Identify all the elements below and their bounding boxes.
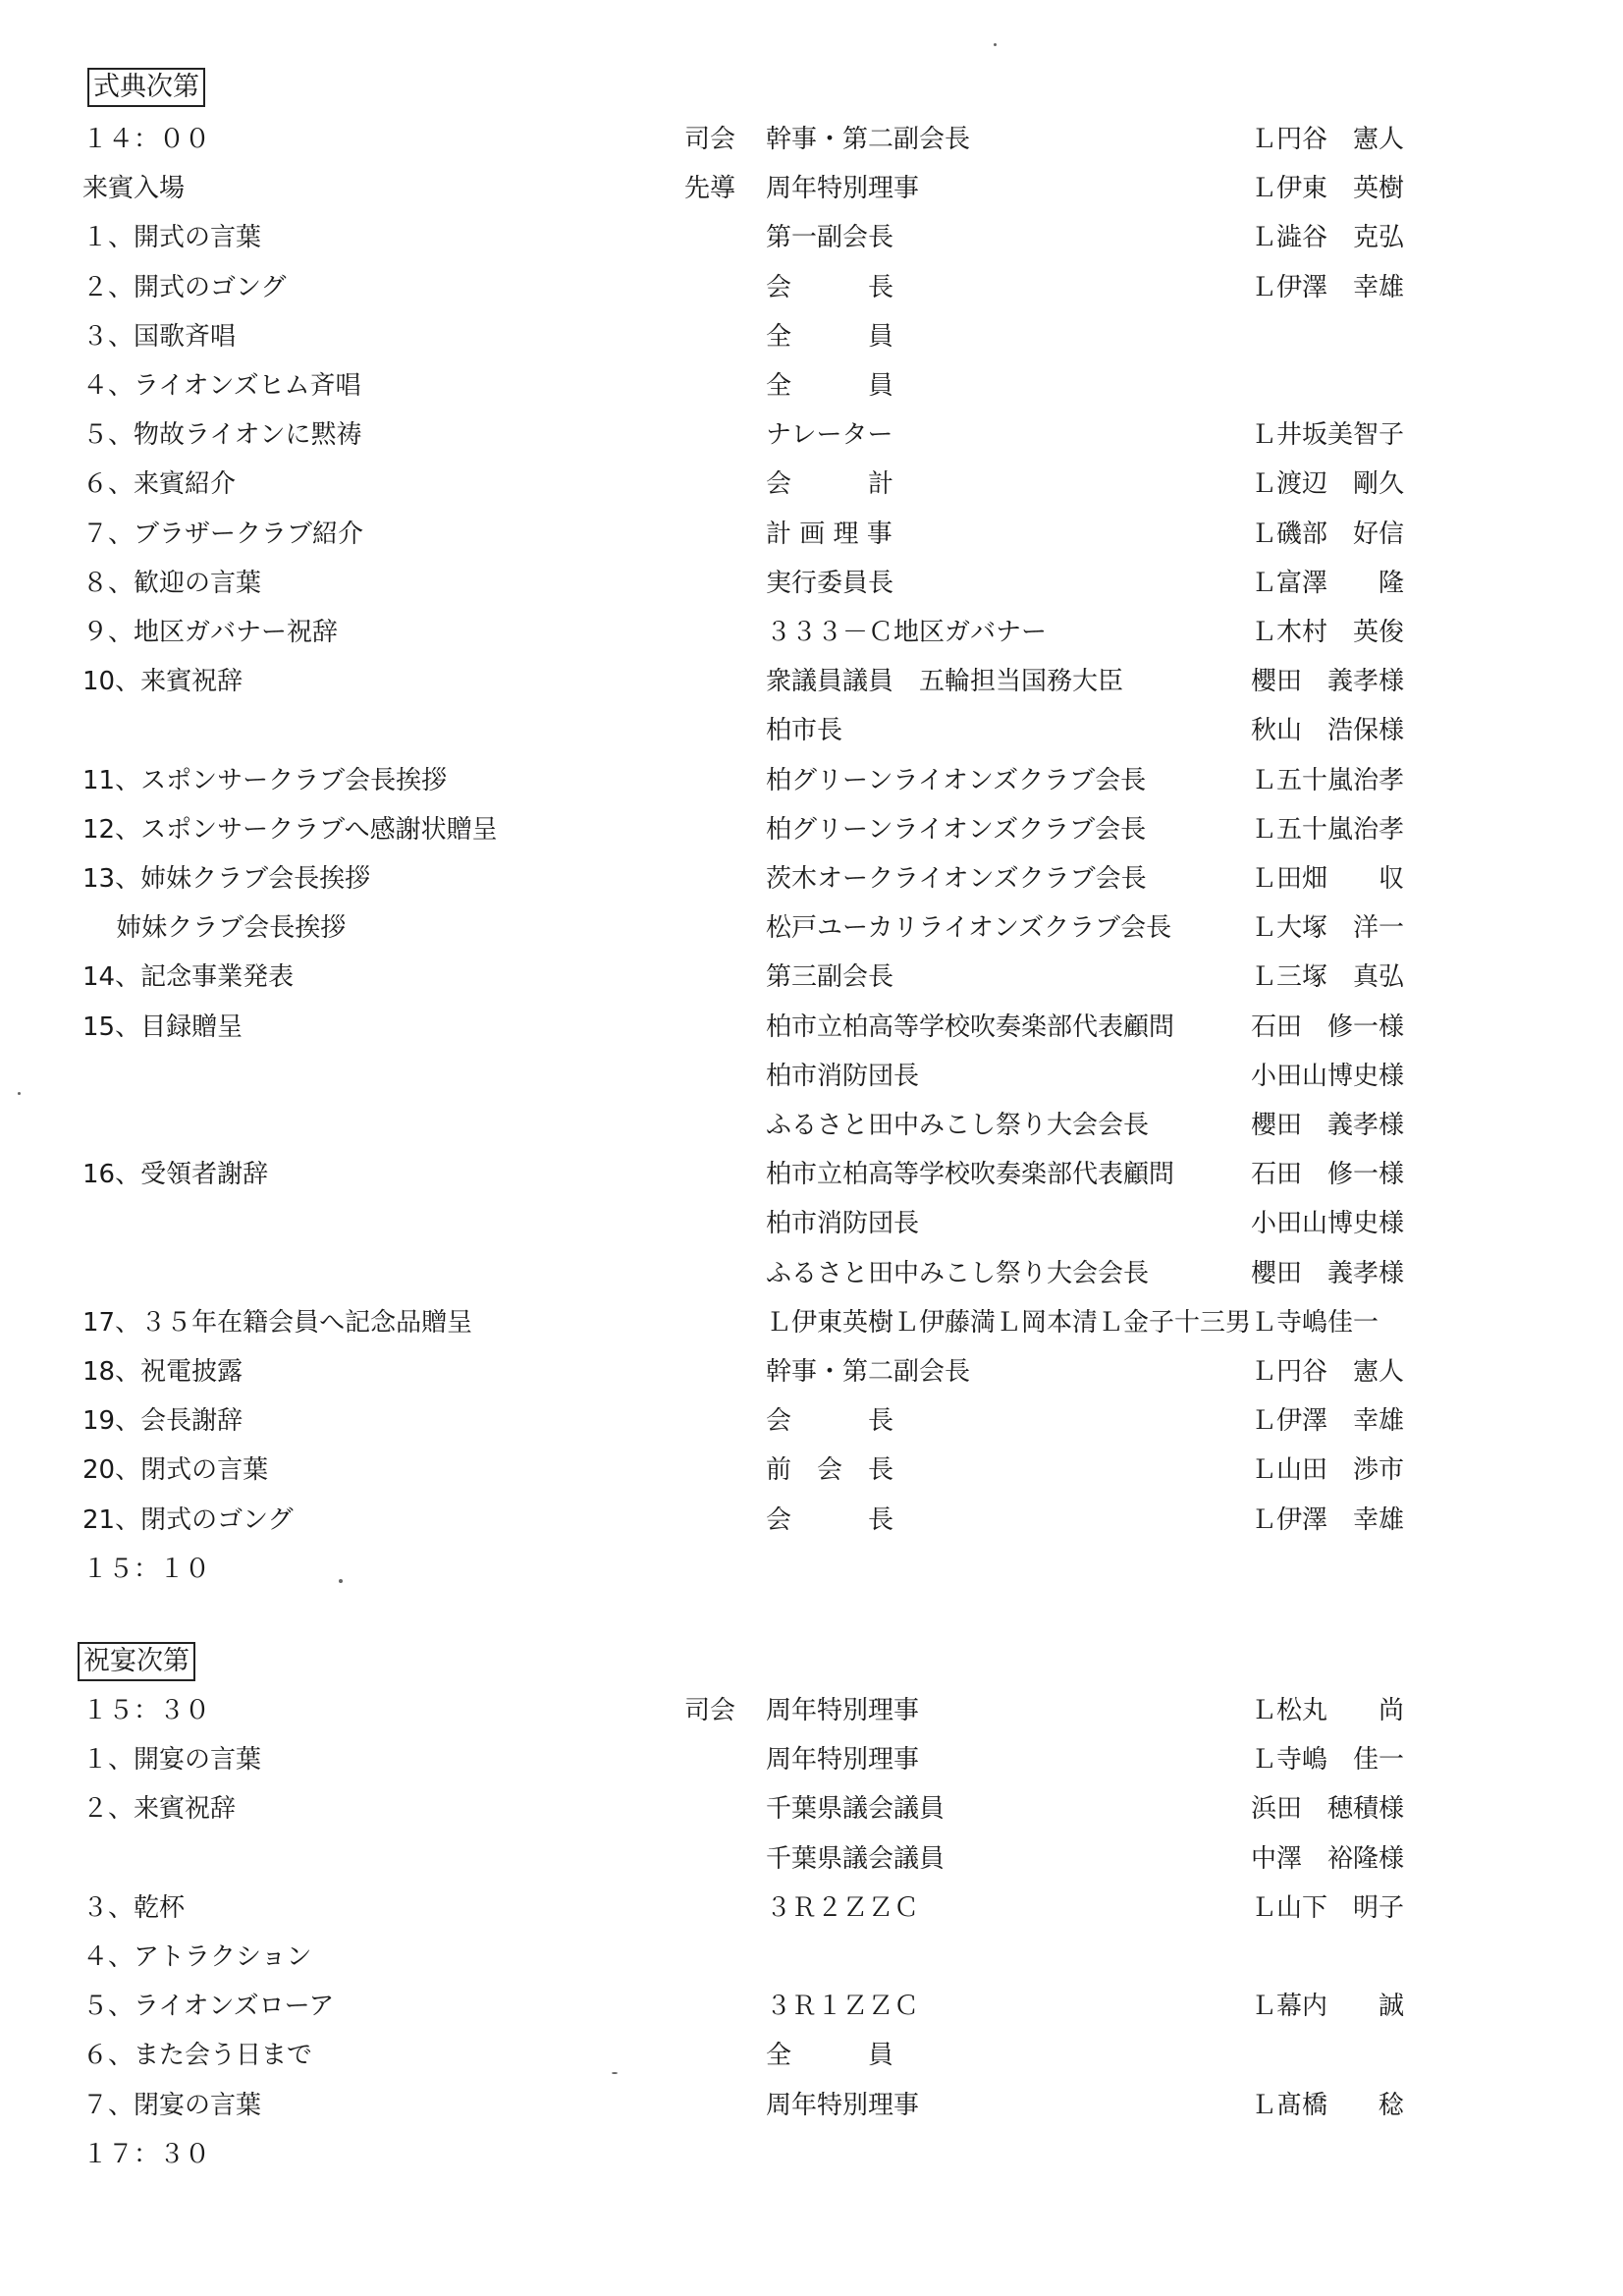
responsible-role: 会 長: [766, 272, 894, 302]
program-row: [0, 1347, 1623, 1396]
program-row: [0, 164, 1623, 213]
responsible-role: 前 会 長: [766, 1455, 894, 1486]
program-item: ８、歓迎の言葉: [82, 568, 262, 598]
program-item: ４、ライオンズヒム斉唱: [82, 371, 361, 401]
program-item: 17、３５年在籍会員へ記念品贈呈: [82, 1307, 473, 1338]
program-row: [0, 756, 1623, 805]
responsible-role: ふるさと田中みこし祭り大会会長: [766, 1258, 1150, 1288]
program-item: ９、地区ガバナー祝辞: [82, 618, 339, 647]
program-row: [0, 953, 1623, 1002]
responsible-role: ナレーター: [766, 420, 893, 451]
responsible-role: 衆議員議員 五輪担当国務大臣: [766, 667, 1124, 697]
responsible-person: Ｌ磯部 好信: [1251, 519, 1405, 549]
program-row: [0, 657, 1623, 706]
responsible-role: 幹事・第二副会長: [766, 1357, 971, 1387]
program-item: 16、受領者謝辞: [82, 1160, 269, 1190]
responsible-person: Ｌ幕内 誠: [1251, 1992, 1405, 2022]
responsible-role: 周年特別理事: [766, 1696, 920, 1725]
responsible-role: 全 員: [766, 2041, 894, 2071]
responsible-person: Ｌ井坂美智子: [1251, 420, 1405, 451]
program-row: [0, 1686, 1623, 1735]
program-item: １５：３０: [82, 1696, 211, 1725]
program-item: ３、国歌斉唱: [82, 321, 237, 352]
program-row: [0, 1052, 1623, 1101]
program-row: [0, 1784, 1623, 1833]
responsible-role: 会 計: [766, 469, 894, 500]
program-item: 12、スポンサークラブへ感謝状贈呈: [82, 814, 498, 845]
program-item: 15、目録贈呈: [82, 1011, 243, 1042]
responsible-person: Ｌ富澤 隆: [1251, 568, 1405, 598]
program-row: [0, 213, 1623, 262]
program-row: [0, 805, 1623, 854]
responsible-role: 茨木オークライオンズクラブ会長: [766, 864, 1147, 894]
program-item: 14、記念事業発表: [82, 962, 295, 993]
program-row: [0, 510, 1623, 559]
program-item: 19、会長謝辞: [82, 1406, 243, 1437]
ceremony-section-title: 式典次第: [87, 68, 205, 107]
program-item: ４、アトラクション: [82, 1942, 312, 1972]
program-item: 21、閉式のゴング: [82, 1504, 294, 1535]
program-row: [0, 312, 1623, 361]
program-row: [0, 1884, 1623, 1933]
program-item: ６、来賓紹介: [82, 469, 237, 500]
responsible-role: 周年特別理事: [766, 2090, 920, 2120]
responsible-role: 会 長: [766, 1406, 894, 1437]
responsible-role: ３３３－Ｃ地区ガバナー: [766, 618, 1048, 647]
program-item: ５、ライオンズローア: [82, 1992, 335, 2022]
role-label: 司会: [684, 125, 736, 154]
responsible-person: Ｌ三塚 真弘: [1251, 962, 1405, 993]
responsible-person: Ｌ伊澤 幸雄: [1251, 272, 1405, 302]
banquet-section-title: 祝宴次第: [78, 1642, 195, 1681]
program-row: [0, 263, 1623, 312]
program-row: [0, 1735, 1623, 1784]
responsible-role: 柏市消防団長: [766, 1209, 920, 1239]
program-row: [0, 1982, 1623, 2031]
program-row: [0, 2130, 1623, 2179]
responsible-person: Ｌ伊東 英樹: [1251, 174, 1405, 204]
responsible-person: Ｌ寺嶋 佳一: [1251, 1745, 1405, 1776]
responsible-person: 浜田 穂積様: [1251, 1794, 1405, 1825]
responsible-person: Ｌ大塚 洋一: [1251, 913, 1405, 944]
responsible-person: 櫻田 義孝様: [1251, 1258, 1405, 1288]
program-row: [0, 608, 1623, 657]
responsible-person: 櫻田 義孝様: [1251, 667, 1405, 697]
scan-speck: [612, 2072, 618, 2074]
responsible-person: Ｌ木村 英俊: [1251, 618, 1405, 647]
program-item: 11、スポンサークラブ会長挨拶: [82, 765, 448, 795]
program-row: [0, 1298, 1623, 1347]
program-row: [0, 115, 1623, 164]
program-item: ３、乾杯: [82, 1892, 186, 1923]
responsible-role: 柏グリーンライオンズクラブ会長: [766, 765, 1147, 795]
program-row: [0, 1199, 1623, 1248]
program-item: ６、また会う日まで: [82, 2041, 313, 2071]
responsible-role: 松戸ユーカリライオンズクラブ会長: [766, 913, 1172, 944]
responsible-role: ふるさと田中みこし祭り大会会長: [766, 1111, 1150, 1140]
responsible-person: 秋山 浩保様: [1251, 716, 1405, 746]
program-row: [0, 559, 1623, 608]
responsible-role: 千葉県議会議員: [766, 1843, 946, 1874]
responsible-role: 全 員: [766, 321, 894, 352]
program-item: 来賓入場: [82, 174, 186, 204]
responsible-person: Ｌ澁谷 克弘: [1251, 223, 1405, 253]
responsible-role: 計 画 理 事: [766, 519, 893, 549]
program-item: 18、祝電披露: [82, 1357, 243, 1387]
responsible-person: Ｌ円谷 憲人: [1251, 1357, 1405, 1387]
program-item: 10、来賓祝辞: [82, 667, 243, 697]
responsible-person: 小田山博史様: [1251, 1209, 1405, 1239]
responsible-role: ３Ｒ１ＺＺＣ: [766, 1992, 920, 2022]
program-row: [0, 361, 1623, 410]
responsible-person: Ｌ髙橋 稔: [1251, 2090, 1405, 2120]
responsible-role: 柏市立柏高等学校吹奏楽部代表顧問: [766, 1011, 1175, 1042]
responsible-person: Ｌ伊澤 幸雄: [1251, 1406, 1405, 1437]
responsible-person: Ｌ山下 明子: [1251, 1892, 1405, 1923]
responsible-person: Ｌ円谷 憲人: [1251, 125, 1405, 154]
program-row: [0, 2031, 1623, 2080]
responsible-role: 実行委員長: [766, 568, 894, 598]
responsible-person: Ｌ渡辺 剛久: [1251, 469, 1405, 500]
responsible-role: 幹事・第二副会長: [766, 125, 971, 154]
responsible-role: 周年特別理事: [766, 174, 920, 204]
program-item: ２、来賓祝辞: [82, 1794, 237, 1825]
role-label: 司会: [684, 1696, 736, 1725]
program-item: 20、閉式の言葉: [82, 1455, 269, 1486]
program-row: [0, 460, 1623, 509]
responsible-role: 会 長: [766, 1504, 894, 1535]
responsible-role: 柏市長: [766, 716, 843, 746]
responsible-person: 櫻田 義孝様: [1251, 1111, 1405, 1140]
responsible-person: 石田 修一様: [1251, 1011, 1405, 1042]
program-row: [0, 706, 1623, 755]
program-row: [0, 854, 1623, 903]
program-row: [0, 903, 1623, 953]
program-item: １７：３０: [82, 2139, 211, 2169]
program-item: ７、ブラザークラブ紹介: [82, 519, 364, 549]
responsible-person: 小田山博史様: [1251, 1061, 1405, 1091]
program-item: １４：００: [82, 125, 211, 154]
responsible-person: Ｌ松丸 尚: [1251, 1696, 1405, 1725]
responsible-person: 石田 修一様: [1251, 1160, 1405, 1190]
program-row: [0, 2081, 1623, 2130]
program-row: [0, 1446, 1623, 1495]
scan-speck: [339, 1579, 343, 1583]
program-row: [0, 1249, 1623, 1298]
responsible-person: Ｌ五十嵐治孝: [1251, 765, 1405, 795]
responsible-person: Ｌ五十嵐治孝: [1251, 814, 1405, 845]
program-item: １、開宴の言葉: [82, 1745, 262, 1776]
responsible-person: Ｌ伊澤 幸雄: [1251, 1504, 1405, 1535]
program-row: [0, 1933, 1623, 1982]
responsible-person: Ｌ田畑 収: [1251, 864, 1405, 894]
program-row: [0, 410, 1623, 460]
responsible-role: 第三副会長: [766, 962, 894, 993]
responsible-role: 柏市立柏高等学校吹奏楽部代表顧問: [766, 1160, 1175, 1190]
program-item: １、開式の言葉: [82, 223, 262, 253]
responsible-role: 第一副会長: [766, 223, 894, 253]
program-row: [0, 1101, 1623, 1150]
responsible-role: 柏グリーンライオンズクラブ会長: [766, 814, 1147, 845]
program-row: [0, 1496, 1623, 1545]
program-row: [0, 1834, 1623, 1884]
program-row: [0, 1150, 1623, 1199]
program-item: 13、姉妹クラブ会長挨拶: [82, 864, 371, 894]
program-item: 姉妹クラブ会長挨拶: [82, 913, 347, 944]
program-row: [0, 1396, 1623, 1446]
responsible-role: 柏市消防団長: [766, 1061, 920, 1091]
responsible-role: 千葉県議会議員: [766, 1794, 946, 1825]
program-item: １５：１０: [82, 1554, 211, 1584]
responsible-person: Ｌ山田 渉市: [1251, 1455, 1405, 1486]
program-item: ２、開式のゴング: [82, 272, 287, 302]
program-row: [0, 1545, 1623, 1594]
scan-speck: [994, 43, 997, 46]
responsible-role: ３Ｒ２ＺＺＣ: [766, 1892, 920, 1923]
scan-speck: [18, 1092, 21, 1095]
responsible-person: 中澤 裕隆様: [1251, 1843, 1405, 1874]
responsible-role: 全 員: [766, 371, 894, 401]
role-label: 先導: [684, 174, 736, 204]
responsible-role: 周年特別理事: [766, 1745, 920, 1776]
program-item: ５、物故ライオンに黙祷: [82, 420, 362, 451]
responsible-role: Ｌ伊東英樹Ｌ伊藤満Ｌ岡本清Ｌ金子十三男Ｌ寺嶋佳一: [766, 1307, 1380, 1338]
program-row: [0, 1003, 1623, 1052]
program-item: ７、閉宴の言葉: [82, 2090, 262, 2120]
